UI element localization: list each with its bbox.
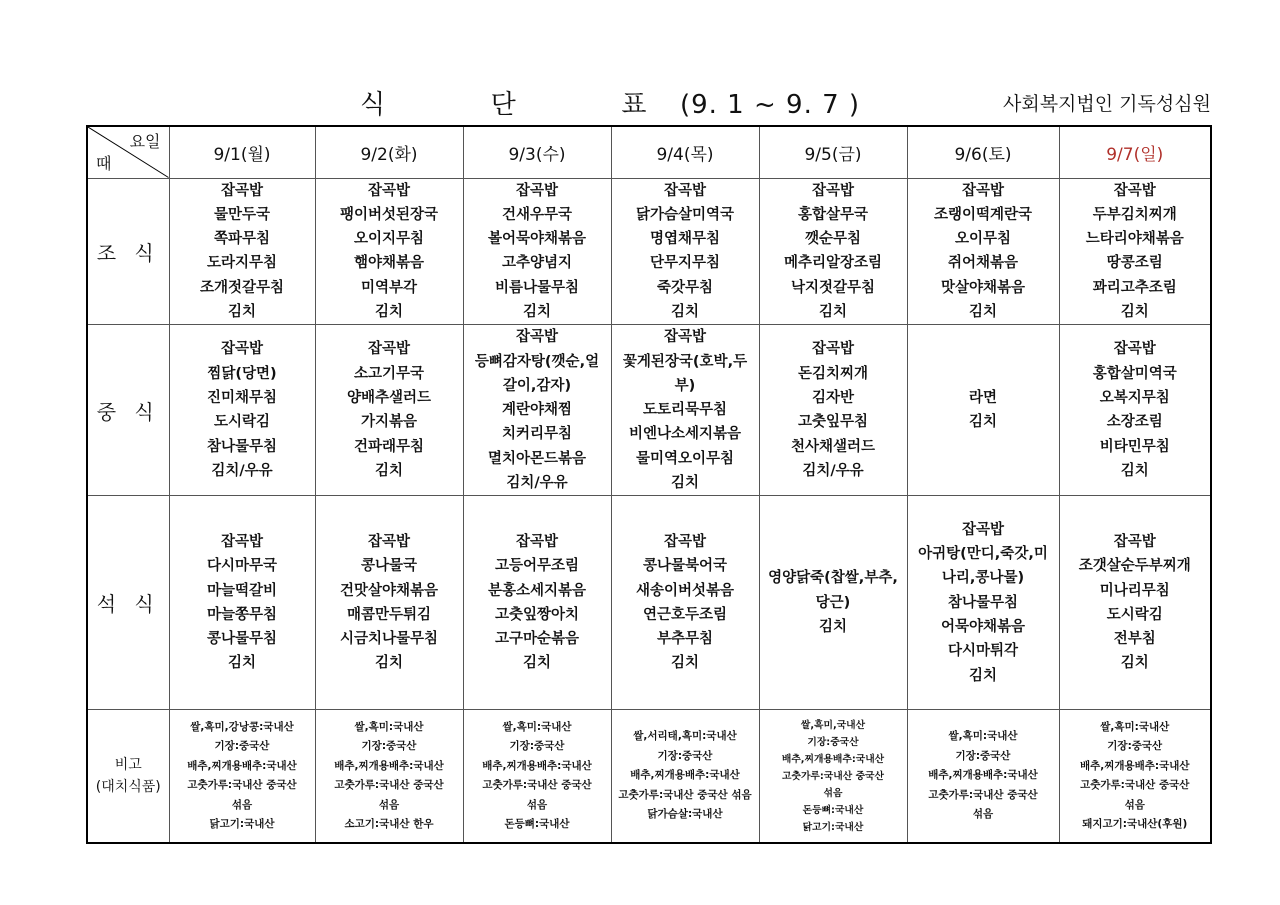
menu-item: 김치 bbox=[522, 655, 551, 672]
origin-note-line: 기장:중국산 bbox=[657, 749, 713, 762]
origin-note-line: 기장:중국산 bbox=[509, 740, 565, 753]
menu-cell bbox=[907, 325, 1059, 496]
menu-item: 물만두국 bbox=[213, 206, 271, 223]
menu-item: 콩나물북어국 bbox=[642, 558, 728, 575]
origin-note-line: 고춧가루:국내산 중국산 bbox=[334, 779, 444, 792]
menu-item: 비름나물무침 bbox=[494, 279, 580, 296]
menu-item: 다시마무국 bbox=[206, 558, 278, 575]
menu-item: 마늘쫑무침 bbox=[206, 606, 278, 623]
menu-item: 비엔나소세지볶음 bbox=[628, 426, 742, 443]
menu-item: 라면 bbox=[968, 390, 997, 407]
menu-item: 잡곡밥 bbox=[220, 182, 264, 199]
origin-note-line: 배추,찌개용배추:국내산 bbox=[630, 769, 740, 782]
menu-cell bbox=[1059, 325, 1211, 496]
origin-note-line: 기장:중국산 bbox=[1107, 740, 1163, 753]
menu-item: 김치 bbox=[1120, 462, 1149, 479]
organization-name: 사회복지법인 기독성심원 bbox=[1003, 93, 1211, 115]
menu-item: 느타리야채볶음 bbox=[1085, 231, 1184, 248]
menu-item: 잡곡밥 bbox=[515, 182, 559, 199]
menu-item: 나리,콩나물) bbox=[941, 570, 1025, 587]
dinner-row bbox=[87, 496, 1211, 710]
menu-cell bbox=[1059, 496, 1211, 710]
origin-note-line: 돈등뼈:국내산 bbox=[802, 804, 864, 816]
menu-item: 콩나물국 bbox=[360, 558, 418, 575]
menu-cell bbox=[759, 178, 907, 325]
day-header: 9/3(수) bbox=[463, 126, 611, 178]
menu-item: 물미역오이무침 bbox=[635, 450, 735, 467]
menu-cell bbox=[169, 325, 315, 496]
menu-item: 진미채무침 bbox=[206, 390, 278, 407]
menu-item: 콩나물무침 bbox=[206, 631, 278, 648]
menu-item: 비타민무침 bbox=[1099, 438, 1170, 455]
menu-item: 잡곡밥 bbox=[961, 182, 1005, 199]
origin-note-line: 기장:중국산 bbox=[361, 740, 417, 753]
menu-item: 김치 bbox=[818, 619, 847, 635]
menu-item: 도토리묵무침 bbox=[642, 402, 728, 419]
origin-note-line: 닭고기:국내산 bbox=[209, 818, 275, 831]
notes-label-line-2: (대치식품) bbox=[95, 779, 161, 796]
origin-note-line: 쌀,흑미:국내산 bbox=[1100, 720, 1170, 733]
menu-item: 잡곡밥 bbox=[220, 533, 264, 550]
menu-item: 김치/우유 bbox=[211, 462, 273, 479]
menu-item: 마늘떡갈비 bbox=[206, 582, 278, 599]
day-header: 9/1(월) bbox=[169, 126, 315, 178]
menu-item: 잡곡밥 bbox=[515, 329, 559, 346]
menu-item: 김치 bbox=[968, 414, 997, 431]
origin-note-line: 쌀,흑미,강낭콩:국내산 bbox=[190, 720, 294, 733]
menu-item: 소고기무국 bbox=[353, 365, 425, 382]
origin-note-line: 고춧가루:국내산 중국산 bbox=[187, 779, 297, 792]
origin-note-line: 닭고기:국내산 bbox=[802, 821, 864, 833]
menu-item: 연근호두조림 bbox=[642, 606, 728, 623]
menu-item: 메추리알장조림 bbox=[783, 255, 883, 272]
title-char-3: 표 bbox=[621, 90, 648, 120]
notes-label-line-1: 비고 bbox=[114, 757, 142, 774]
menu-item: 김치 bbox=[374, 462, 403, 479]
menu-item: 고춧잎짱아치 bbox=[494, 606, 580, 623]
menu-item: 건맛살야채볶음 bbox=[339, 582, 439, 599]
corner-label-meal: 때 bbox=[96, 153, 112, 173]
lunch-row bbox=[87, 325, 1211, 496]
day-header: 9/2(화) bbox=[315, 126, 463, 178]
origin-note-line: 고춧가루:국내산 중국산 bbox=[1080, 779, 1190, 792]
menu-item: 당근) bbox=[815, 594, 851, 611]
menu-item: 부추무침 bbox=[656, 631, 714, 648]
menu-item: 김치 bbox=[670, 655, 699, 672]
menu-item: 오이지무침 bbox=[353, 231, 425, 248]
title-date-range: (9. 1 ~ 9. 7 ) bbox=[679, 90, 861, 120]
menu-item: 김치 bbox=[968, 667, 997, 684]
origin-note-line: 쌀,흑미:국내산 bbox=[502, 720, 572, 733]
day-header-sunday: 9/7(일) bbox=[1059, 126, 1211, 178]
menu-item: 양배추샐러드 bbox=[346, 390, 432, 407]
menu-item: 김자반 bbox=[811, 390, 855, 407]
menu-item: 참나물무침 bbox=[206, 438, 278, 455]
menu-cell bbox=[611, 178, 759, 325]
notes-row bbox=[87, 710, 1211, 843]
menu-item: 아귀탕(만디,죽갓,미 bbox=[918, 546, 1048, 563]
origin-note-cell bbox=[315, 710, 463, 843]
origin-note-cell bbox=[907, 710, 1059, 843]
menu-item: 잡곡밥 bbox=[663, 182, 707, 199]
origin-note-line: 배추,찌개용배추:국내산 bbox=[781, 753, 885, 765]
menu-item: 도시락김 bbox=[213, 414, 271, 431]
menu-item: 김치 bbox=[670, 303, 699, 320]
corner-cell bbox=[87, 126, 169, 178]
menu-item: 잡곡밥 bbox=[515, 533, 559, 550]
menu-item: 치커리무침 bbox=[501, 426, 573, 443]
menu-item: 오이무침 bbox=[954, 231, 1012, 248]
menu-cell bbox=[463, 178, 611, 325]
header-row bbox=[87, 126, 1211, 178]
origin-note-line: 배추,찌개용배추:국내산 bbox=[1079, 759, 1190, 772]
meal-label-dinner: 석 식 bbox=[87, 496, 169, 710]
menu-item: 잡곡밥 bbox=[367, 533, 411, 550]
menu-item: 두부김치찌개 bbox=[1092, 206, 1177, 223]
origin-note-line: 섞음 bbox=[526, 798, 548, 811]
menu-item: 다시마튀각 bbox=[947, 643, 1019, 660]
menu-item: 죽갓무침 bbox=[656, 279, 714, 296]
origin-note-line: 고춧가루:국내산 중국산 bbox=[928, 788, 1038, 801]
menu-item: 김치 bbox=[818, 303, 847, 320]
menu-cell bbox=[611, 325, 759, 496]
menu-item: 고구마순볶음 bbox=[494, 631, 580, 648]
menu-item: 김치 bbox=[374, 303, 403, 320]
menu-item: 잡곡밥 bbox=[1113, 182, 1156, 199]
menu-item: 김치/우유 bbox=[506, 475, 568, 492]
menu-item: 도라지무침 bbox=[206, 255, 278, 272]
meal-plan-table bbox=[86, 125, 1212, 844]
title-char-1: 식 bbox=[360, 90, 387, 120]
menu-item: 찜닭(당면) bbox=[207, 365, 277, 382]
menu-item: 쥐어채볶음 bbox=[947, 255, 1019, 272]
menu-item: 등뼈감자탕(깻순,얼 bbox=[474, 353, 600, 370]
menu-item: 갈이,감자) bbox=[502, 377, 572, 394]
origin-note-line: 배추,찌개용배추:국내산 bbox=[482, 759, 592, 772]
menu-item: 건파래무침 bbox=[353, 438, 425, 455]
meal-label-breakfast: 조 식 bbox=[87, 178, 169, 325]
menu-item: 낙지젓갈무침 bbox=[790, 279, 876, 296]
origin-note-line: 돼지고기:국내산(후원) bbox=[1082, 818, 1188, 831]
menu-item: 김치 bbox=[968, 303, 997, 320]
menu-item: 김치 bbox=[227, 655, 256, 672]
menu-item: 팽이버섯된장국 bbox=[339, 206, 439, 223]
menu-item: 고추양념지 bbox=[501, 255, 573, 272]
menu-item: 땅콩조림 bbox=[1106, 255, 1163, 272]
menu-item: 건새우무국 bbox=[501, 206, 573, 223]
menu-cell bbox=[315, 496, 463, 710]
menu-item: 홍합살무국 bbox=[797, 206, 869, 223]
menu-item: 참나물무침 bbox=[947, 594, 1019, 611]
origin-note-line: 배추,찌개용배추:국내산 bbox=[187, 759, 297, 772]
menu-item: 김치 bbox=[1120, 303, 1149, 320]
menu-item: 매콤만두튀김 bbox=[346, 606, 432, 623]
menu-item: 잡곡밥 bbox=[1113, 341, 1156, 358]
title-char-2: 단 bbox=[490, 90, 517, 120]
menu-item: 잡곡밥 bbox=[961, 521, 1005, 538]
menu-item: 잡곡밥 bbox=[367, 341, 411, 358]
menu-cell bbox=[169, 178, 315, 325]
menu-item: 가지볶음 bbox=[360, 414, 418, 431]
corner-label-day: 요일 bbox=[129, 132, 161, 151]
origin-note-cell bbox=[1059, 710, 1211, 843]
menu-item: 시금치나물무침 bbox=[339, 631, 439, 648]
menu-cell bbox=[315, 325, 463, 496]
menu-item: 잡곡밥 bbox=[811, 182, 855, 199]
origin-note-line: 섞음 bbox=[823, 787, 843, 799]
origin-note-cell bbox=[463, 710, 611, 843]
day-header: 9/5(금) bbox=[759, 126, 907, 178]
menu-cell bbox=[907, 178, 1059, 325]
menu-item: 계란야채찜 bbox=[501, 402, 573, 419]
menu-item: 햄야채볶음 bbox=[353, 255, 425, 272]
menu-item: 김치/우유 bbox=[802, 462, 864, 479]
menu-item: 쪽파무침 bbox=[213, 231, 271, 248]
menu-item: 맛살야채볶음 bbox=[940, 279, 1026, 296]
menu-item: 돈김치찌개 bbox=[797, 365, 869, 382]
menu-item: 깻순무침 bbox=[804, 231, 862, 248]
origin-note-line: 섞음 bbox=[378, 798, 400, 811]
page-title bbox=[360, 84, 860, 121]
origin-note-line: 쌀,흑미:국내산 bbox=[354, 720, 424, 733]
menu-item: 꽃게된장국(호박,두 bbox=[622, 353, 748, 370]
menu-cell bbox=[1059, 178, 1211, 325]
menu-item: 새송이버섯볶음 bbox=[635, 582, 735, 599]
menu-item: 김치 bbox=[670, 475, 699, 492]
menu-item: 볼어묵야채볶음 bbox=[487, 231, 587, 248]
menu-item: 김치 bbox=[374, 655, 403, 672]
menu-cell bbox=[759, 496, 907, 710]
menu-item: 소장조림 bbox=[1106, 414, 1163, 431]
menu-cell bbox=[611, 496, 759, 710]
origin-note-line: 소고기:국내산 한우 bbox=[344, 818, 434, 831]
day-header: 9/6(토) bbox=[907, 126, 1059, 178]
menu-item: 고등어무조림 bbox=[494, 558, 580, 575]
menu-cell bbox=[463, 325, 611, 496]
origin-note-cell bbox=[759, 710, 907, 843]
menu-item: 전부침 bbox=[1113, 631, 1156, 648]
origin-note-line: 배추,찌개용배추:국내산 bbox=[928, 769, 1038, 782]
menu-item: 잡곡밥 bbox=[663, 329, 707, 346]
menu-item: 김치 bbox=[522, 303, 551, 320]
menu-item: 잡곡밥 bbox=[1113, 533, 1156, 550]
menu-item: 부) bbox=[674, 377, 696, 394]
menu-item: 홍합살미역국 bbox=[1092, 365, 1177, 382]
origin-note-line: 기장:중국산 bbox=[955, 749, 1011, 762]
menu-item: 미역부각 bbox=[360, 279, 418, 296]
menu-item: 도시락김 bbox=[1106, 606, 1163, 623]
menu-item: 천사채샐러드 bbox=[790, 438, 876, 455]
menu-item: 닭가슴살미역국 bbox=[635, 206, 735, 223]
origin-note-line: 섞음 bbox=[231, 798, 253, 811]
menu-item: 분홍소세지볶음 bbox=[487, 582, 587, 599]
meal-label-lunch: 중 식 bbox=[87, 325, 169, 496]
menu-item: 잡곡밥 bbox=[367, 182, 411, 199]
menu-item: 고춧잎무침 bbox=[797, 414, 869, 431]
origin-note-line: 섞음 bbox=[1124, 798, 1145, 811]
menu-item: 조개젓갈무침 bbox=[199, 279, 285, 296]
menu-item: 오복지무침 bbox=[1099, 390, 1170, 407]
menu-cell bbox=[169, 496, 315, 710]
menu-item: 잡곡밥 bbox=[220, 341, 264, 358]
origin-note-line: 돈등뼈:국내산 bbox=[504, 818, 570, 831]
day-header: 9/4(목) bbox=[611, 126, 759, 178]
menu-item: 어묵야채볶음 bbox=[940, 619, 1026, 635]
origin-note-line: 쌀,흑미,국내산 bbox=[800, 719, 866, 731]
breakfast-row bbox=[87, 178, 1211, 325]
origin-note-line: 고춧가루:국내산 중국산 섞음 bbox=[618, 788, 752, 801]
menu-item: 영양닭죽(찹쌀,부추, bbox=[768, 570, 898, 587]
menu-item: 단무지무침 bbox=[649, 255, 721, 272]
origin-note-line: 쌀,흑미:국내산 bbox=[948, 730, 1018, 743]
menu-item: 김치 bbox=[1120, 655, 1149, 672]
menu-item: 미나리무침 bbox=[1099, 582, 1170, 599]
menu-item: 잡곡밥 bbox=[811, 341, 855, 358]
origin-note-cell bbox=[169, 710, 315, 843]
origin-note-line: 고춧가루:국내산 중국산 bbox=[782, 770, 884, 782]
origin-note-line: 기장:중국산 bbox=[214, 740, 270, 753]
menu-cell bbox=[759, 325, 907, 496]
menu-cell bbox=[463, 496, 611, 710]
menu-item: 꽈리고추조림 bbox=[1092, 279, 1177, 296]
menu-cell bbox=[315, 178, 463, 325]
origin-note-cell bbox=[611, 710, 759, 843]
notes-label bbox=[87, 710, 169, 843]
origin-note-line: 기장:중국산 bbox=[807, 736, 859, 748]
menu-item: 명엽채무침 bbox=[649, 231, 721, 248]
origin-note-line: 고춧가루:국내산 중국산 bbox=[482, 779, 592, 792]
origin-note-line: 섞음 bbox=[972, 808, 994, 821]
origin-note-line: 닭가슴살:국내산 bbox=[647, 808, 723, 821]
menu-item: 김치 bbox=[227, 303, 256, 320]
menu-cell bbox=[907, 496, 1059, 710]
menu-item: 조랭이떡계란국 bbox=[933, 206, 1033, 223]
menu-item: 조갯살순두부찌개 bbox=[1078, 558, 1191, 575]
menu-item: 멸치아몬드볶음 bbox=[487, 450, 587, 467]
origin-note-line: 배추,찌개용배추:국내산 bbox=[334, 759, 444, 772]
menu-item: 잡곡밥 bbox=[663, 533, 707, 550]
origin-note-line: 쌀,서리태,흑미:국내산 bbox=[633, 730, 737, 743]
